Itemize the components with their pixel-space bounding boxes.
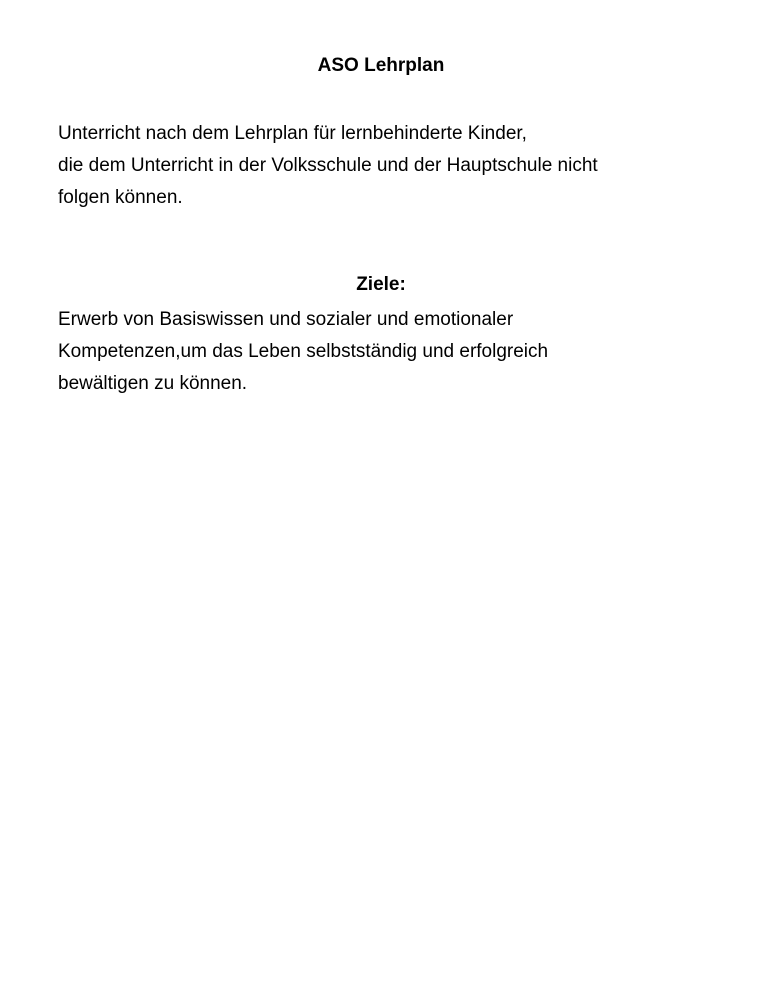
- intro-line: Unterricht nach dem Lehrplan für lernbehinderte Kinder,: [58, 123, 527, 144]
- goals-line: Kompetenzen,um das Leben selbstständig und erfolgreich: [58, 341, 549, 362]
- intro-line: die dem Unterricht in der Volksschule und der Hauptschule nicht: [58, 155, 598, 176]
- goals-paragraph: [58, 304, 738, 400]
- goals-heading: Ziele:: [356, 274, 406, 295]
- goals-line: Erwerb von Basiswissen und sozialer und emotionaler: [58, 309, 514, 330]
- document-title: ASO Lehrplan: [317, 55, 445, 76]
- intro-paragraph: [58, 118, 738, 214]
- intro-line: folgen können.: [58, 187, 183, 208]
- goals-line: bewältigen zu können.: [58, 373, 248, 394]
